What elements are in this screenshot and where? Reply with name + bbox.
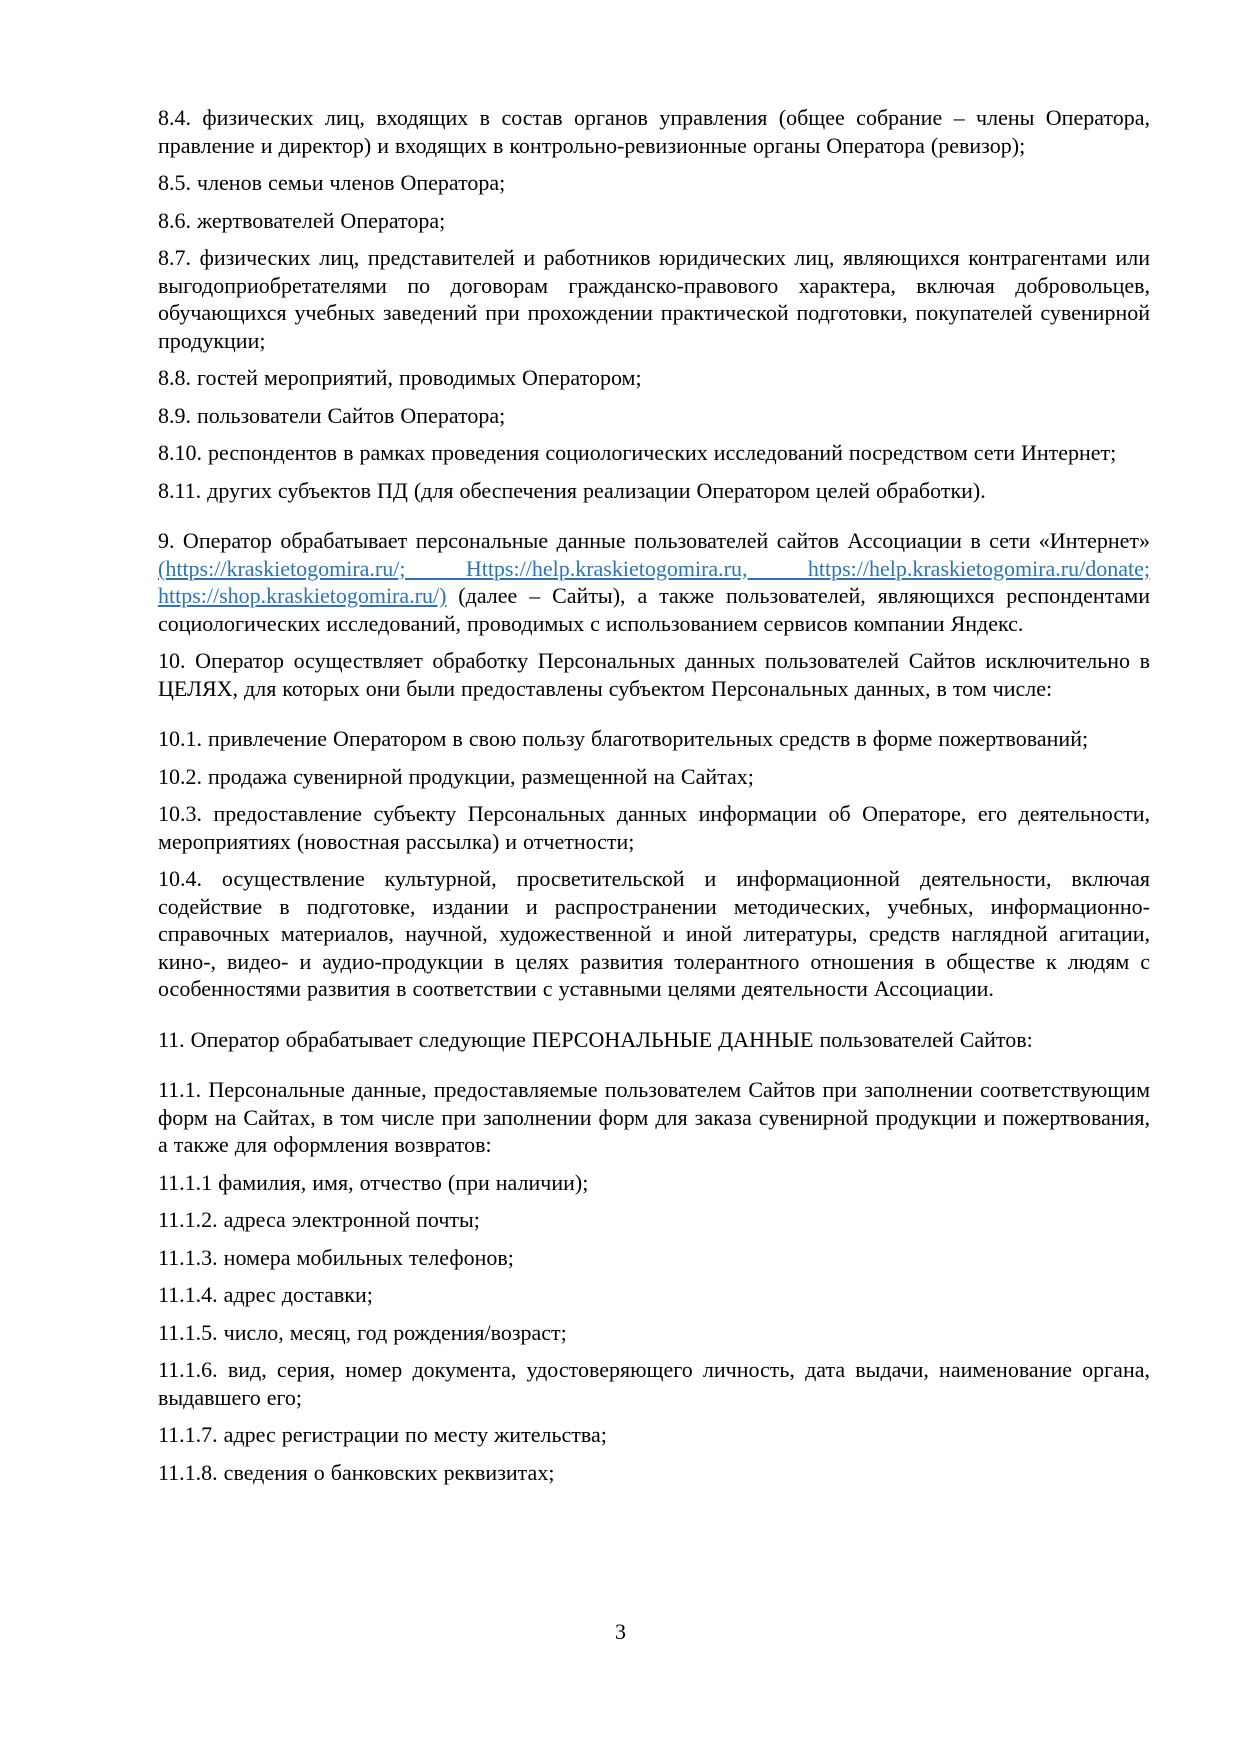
paragraph-9 — [158, 527, 1150, 637]
paragraph-8-9 — [158, 402, 1150, 430]
paragraph-11-1-6 — [158, 1356, 1150, 1411]
paragraph-11 — [158, 1026, 1150, 1054]
text-segment: 11.1.8. сведения о банковских реквизитах; — [158, 1459, 555, 1485]
paragraph-11-1-3 — [158, 1244, 1150, 1272]
text-segment: 8.7. физических лиц, представителей и работников юридических лиц, являющихся контрагентами или выгодоприобретателями по договорам гражданско-правового характера, включая добровольцев, обучающихся учебных заведений при прохождении практической подготовки, покупателей сувенирной продукции; — [158, 245, 1150, 353]
paragraph-8-8 — [158, 364, 1150, 392]
text-segment: 9. Оператор обрабатывает персональные данные пользователей сайтов Ассоциации в сети «Интернет» — [158, 528, 1150, 553]
paragraph-11-1-4 — [158, 1281, 1150, 1309]
text-segment: 11.1.3. номера мобильных телефонов; — [158, 1244, 514, 1270]
paragraph-8-10 — [158, 439, 1150, 467]
text-segment: 10.4. осуществление культурной, просветительской и информационной деятельности, включая содействие в подготовке, издании и распространении методических, учебных, информационно-справочных материалов, научной, художественной и иной литературы, средств наглядной агитации, кино-, видео- и аудио-продукции в целях развития толерантного отношения в обществе к людям с особенностями развития в соответствии с уставными целями деятельности Ассоциации. — [158, 866, 1150, 1001]
paragraph-10-2 — [158, 763, 1150, 791]
text-segment: 8.4. физических лиц, входящих в состав органов управления (общее собрание – члены Оператора, правление и директор) и входящих в контрольно-ревизионные органы Оператора (ревизор); — [158, 105, 1150, 158]
text-segment: 10.2. продажа сувенирной продукции, размещенной на Сайтах; — [158, 763, 754, 789]
paragraph-8-7 — [158, 244, 1150, 354]
text-segment: 8.5. членов семьи членов Оператора; — [158, 170, 506, 195]
page-number: 3 — [615, 1619, 626, 1644]
text-segment: 10.1. привлечение Оператором в свою пользу благотворительных средств в форме пожертвований; — [158, 726, 1089, 751]
text-segment: 8.11. других субъектов ПД (для обеспечения реализации Оператором целей обработки). — [158, 477, 986, 503]
text-segment: 11.1.5. число, месяц, год рождения/возраст; — [158, 1319, 567, 1345]
paragraph-10-3 — [158, 800, 1150, 855]
paragraph-11-1-8 — [158, 1459, 1150, 1487]
text-segment: 8.9. пользователи Сайтов Оператора; — [158, 402, 506, 428]
text-segment: 8.10. респондентов в рамках проведения социологических исследований посредством сети Интернет; — [158, 440, 1117, 465]
text-segment: 11.1.7. адрес регистрации по месту жительства; — [158, 1422, 607, 1447]
blank-line — [158, 712, 1150, 725]
text-segment: 8.6. жертвователей Оператора; — [158, 207, 446, 233]
paragraph-8-6 — [158, 207, 1150, 235]
paragraph-8-4 — [158, 104, 1150, 159]
text-segment: 8.8. гостей мероприятий, проводимых Оператором; — [158, 365, 642, 390]
text-segment: 10. Оператор осуществляет обработку Персональных данных пользователей Сайтов исключительно в ЦЕЛЯХ, для которых они были предоставлены субъектом Персональных данных, в том числе: — [158, 648, 1150, 701]
text-segment: 11.1.2. адреса электронной почты; — [158, 1207, 480, 1232]
paragraph-11-1-7 — [158, 1421, 1150, 1449]
text-segment: (далее – Сайты), а также пользователей, являющихся респондентами социологических исследований, проводимых с использованием сервисов компании Яндекс. — [158, 583, 1150, 636]
sites-hyperlink[interactable]: (https://kraskietogomira.ru/; Https://help.kraskietogomira.ru, https://help.kraskietogomira.ru/donate; https://shop.kraskietogomira.ru/) — [158, 555, 1150, 608]
paragraph-11-1-2 — [158, 1206, 1150, 1234]
paragraph-10-4 — [158, 865, 1150, 1003]
blank-line — [158, 1063, 1150, 1076]
paragraph-10 — [158, 647, 1150, 702]
text-segment: 11.1.6. вид, серия, номер документа, удостоверяющего личность, дата выдачи, наименование органа, выдавшего его; — [158, 1357, 1150, 1410]
paragraph-8-5 — [158, 169, 1150, 197]
paragraph-11-1 — [158, 1076, 1150, 1159]
paragraph-8-11 — [158, 477, 1150, 505]
text-segment: 11.1. Персональные данные, предоставляемые пользователем Сайтов при заполнении соответствующим форм на Сайтах, в том числе при заполнении форм для заказа сувенирной продукции и пожертвования, а также для оформления возвратов: — [158, 1077, 1150, 1157]
text-segment: 11.1.4. адрес доставки; — [158, 1282, 373, 1307]
blank-line — [158, 514, 1150, 527]
text-segment: 11.1.1 фамилия, имя, отчество (при наличии); — [158, 1169, 589, 1195]
paragraph-10-1 — [158, 725, 1150, 753]
text-segment: 10.3. предоставление субъекту Персональных данных информации об Операторе, его деятельности, мероприятиях (новостная рассылка) и отчетности; — [158, 801, 1150, 854]
document-content — [158, 104, 1150, 1496]
blank-line — [158, 1013, 1150, 1026]
text-segment: 11. Оператор обрабатывает следующие ПЕРСОНАЛЬНЫЕ ДАННЫЕ пользователей Сайтов: — [158, 1026, 1033, 1052]
paragraph-11-1-1 — [158, 1169, 1150, 1197]
paragraph-11-1-5 — [158, 1319, 1150, 1347]
